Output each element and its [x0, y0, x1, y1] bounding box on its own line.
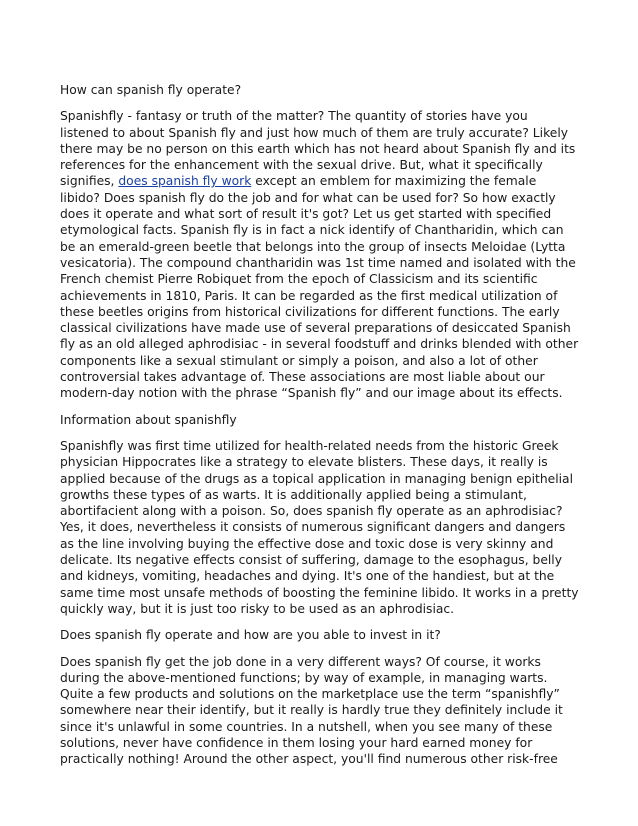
- does-spanish-fly-work-link[interactable]: does spanish fly work: [118, 174, 252, 189]
- section-heading-how-it-operates: How can spanish fly operate?: [60, 83, 242, 97]
- section-heading-information: Information about spanishfly: [60, 412, 237, 427]
- paragraph-how-to-buy: Does spanish fly get the job done in a very different ways? Of course, it works during the above-mentioned functions; by way of example, in managing warts. Quite a few products and solutions on the marketplace use the term “spanishfly” somewhere near their identify, but it really is hardly true they definitely include it since it's unlawful in some countries. In a nutshell, when you see many of these solutions, never have confidence in them losing your hard earned money for practically nothing! Around the other aspect, you'll find numerous other risk-free: [60, 654, 563, 767]
- paragraph-intro-text-start: Spanishfly - fantasy or truth of the matter? The quantity of stories have you listened to about Spanish fly and just how much of them are truly accurate? Likely there may be no person on this earth which has not heard about Spanish fly and its references for the enhancement with the sexual drive. But, what it specifically signifies,: [60, 109, 576, 189]
- document-page: [60, 82, 580, 778]
- paragraph-intro-text-end: except an emblem for maximizing the female libido? Does spanish fly do the job and for what can be used for? So how exactly does it operate and what sort of result it's got? Let us get started with specified etymological facts. Spanish fly is in fact a nick identify of Chantharidin, which can be an emerald-green beetle that belongs into the group of insects Meloidae (Lytta vesicatoria). The compound chantharidin was 1st time named and isolated with the French chemist Pierre Robiquet from the epoch of Classicism and its scientific achievements in 1810, Paris. It can be regarded as the first medical utilization of these beetles origins from historical civilizations for different functions. The early classical civilizations have made use of several preparations of desiccated Spanish fly as an old alleged aphrodisiac - in several foodstuff and drinks blended with other components like a sexual stimulant or simply a poison, and also a lot of other controversial takes advantage of. These associations are most liable about our modern-day notion with the phrase “Spanish fly” and our image about its effects.: [60, 174, 579, 401]
- section-heading-how-to-buy: Does spanish fly operate and how are you able to invest in it?: [60, 628, 441, 643]
- paragraph-information: Spanishfly was first time utilized for health-related needs from the historic Greek physician Hippocrates like a strategy to elevate blisters. These days, it really is applied because of the drugs as a topical application in managing benign epithelial growths these types of as warts. It is additionally applied being a stimulant, abortifacient along with a poison. So, does spanish fly operate as an aphrodisiac? Yes, it does, nevertheless it consists of numerous significant dangers and dangers as the line involving buying the effective dose and toxic dose is very skinny and delicate. Its negative effects consist of suffering, damage to the esophagus, belly and kidneys, vomiting, headaches and dying. It's one of the handiest, but at the same time most unsafe methods of boosting the feminine libido. It works in a pretty quickly way, but it is just too risky to be used as an aphrodisiac.: [60, 438, 579, 616]
- paragraph-intro: [60, 108, 580, 401]
